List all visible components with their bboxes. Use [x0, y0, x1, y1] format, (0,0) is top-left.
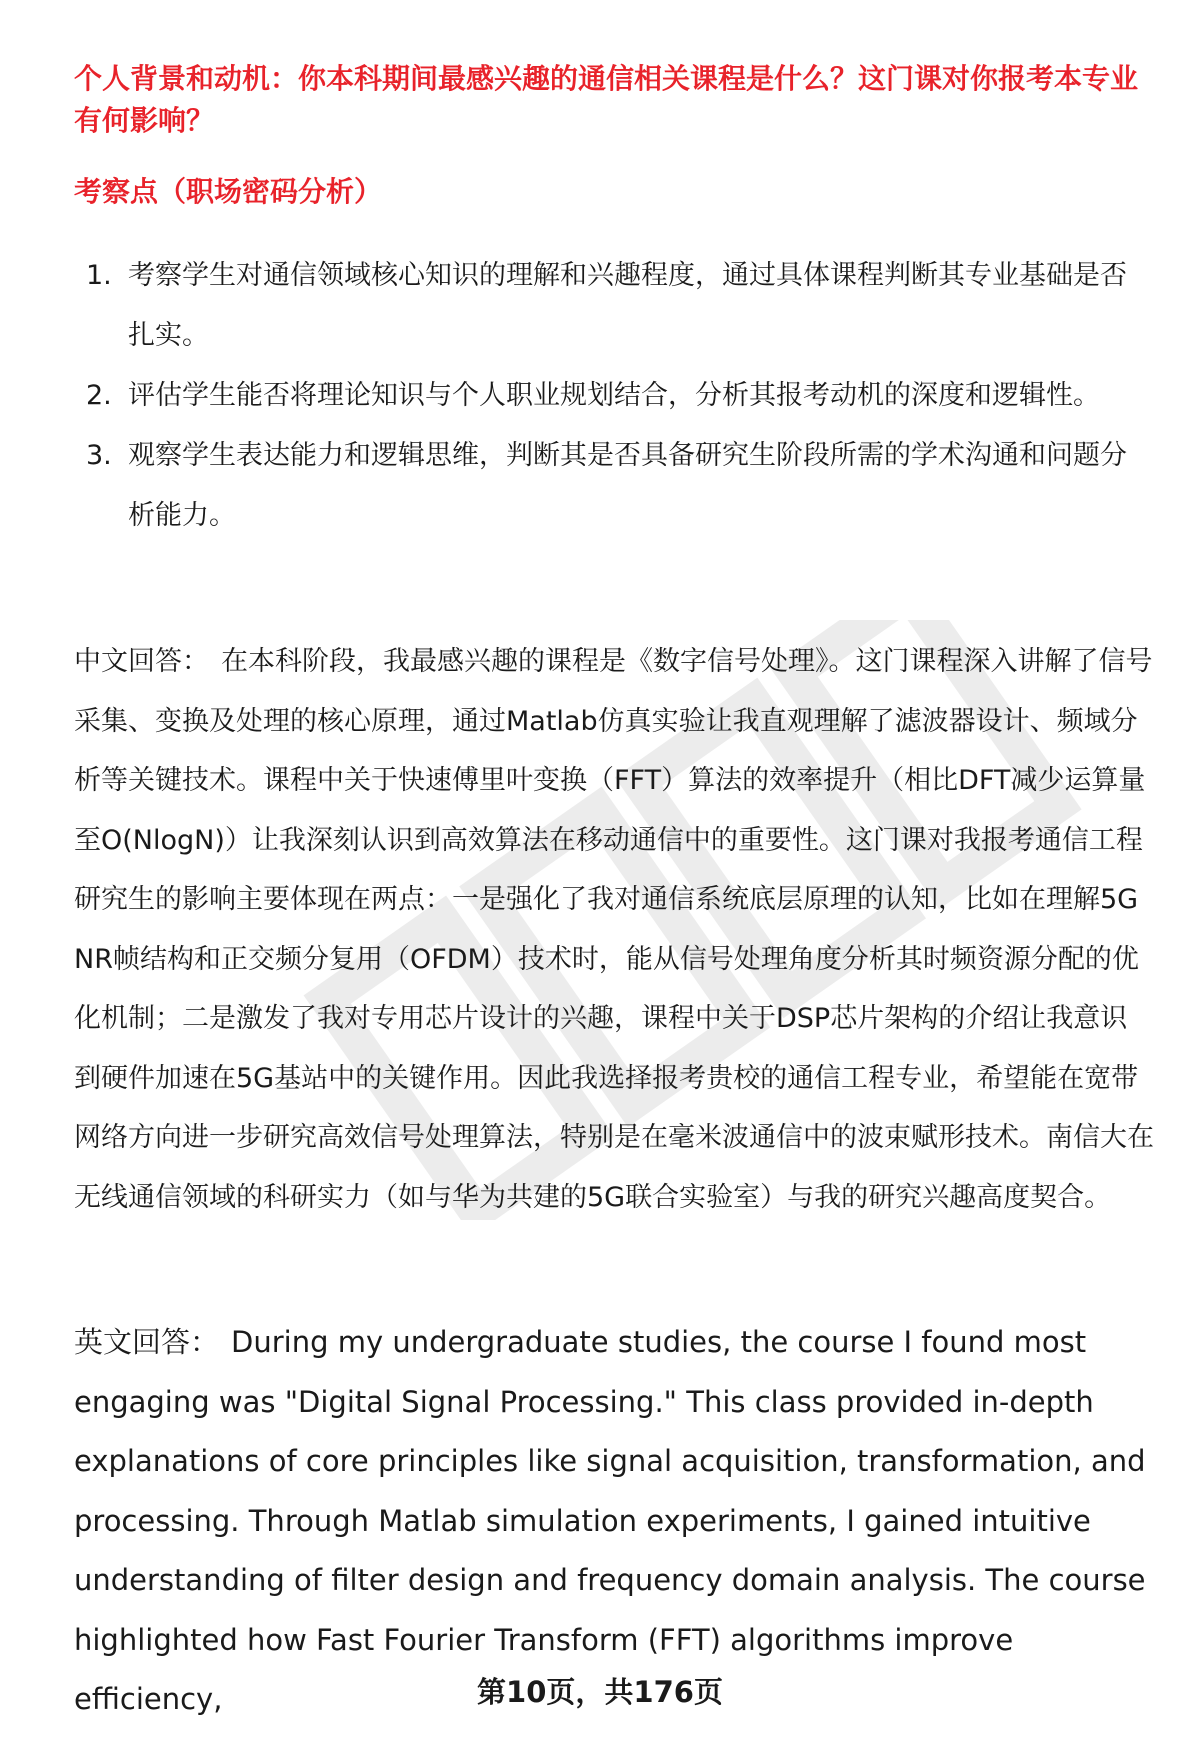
- chinese-answer-label: 中文回答：: [74, 646, 209, 677]
- section-title: 考察点（职场密码分析）: [74, 175, 383, 208]
- list-item-text: 观察学生表达能力和逻辑思维，判断其是否具备研究生阶段所需的学术沟通和问题分析能力。: [128, 440, 1127, 531]
- list-item: [74, 366, 1144, 426]
- page-number-footer: 第10页，共176页: [477, 1675, 723, 1709]
- assessment-points-list: [74, 246, 1144, 546]
- list-item: [74, 246, 1144, 366]
- list-item-text: 考察学生对通信领域核心知识的理解和兴趣程度，通过具体课程判断其专业基础是否扎实。: [128, 260, 1127, 351]
- list-number: 2.: [86, 380, 112, 411]
- list-number: 3.: [86, 440, 112, 471]
- list-item: [74, 426, 1144, 546]
- english-answer-text: During my undergraduate studies, the course I found most engaging was "Digital Signal Processing." This class provided in-depth explanations of core principles like signal acquisition, transformation, and processing. Through Matlab simulation experiments, I gained intuitive understanding of filter design and frequency domain analysis. The course highlighted how Fast Fourier Transform (FFT) algorithms improve efficiency,: [74, 1325, 1146, 1716]
- english-answer-label: 英文回答：: [74, 1325, 220, 1359]
- question-heading: 个人背景和动机：你本科期间最感兴趣的通信相关课程是什么？这门课对你报考本专业有何影响？: [74, 62, 1139, 137]
- chinese-answer-text: 在本科阶段，我最感兴趣的课程是《数字信号处理》。这门课程深入讲解了信号采集、变换及处理的核心原理，通过Matlab仿真实验让我直观理解了滤波器设计、频域分析等关键技术。课程中关于快速傅里叶变换（FFT）算法的效率提升（相比DFT减少运算量至O(NlogN)）让我深刻认识到高效算法在移动通信中的重要性。这门课对我报考通信工程研究生的影响主要体现在两点：一是强化了我对通信系统底层原理的认知，比如在理解5G NR帧结构和正交频分复用（OFDM）技术时，能从信号处理角度分析其时频资源分配的优化机制；二是激发了我对专用芯片设计的兴趣，课程中关于DSP芯片架构的介绍让我意识到硬件加速在5G基站中的关键作用。因此我选择报考贵校的通信工程专业，希望能在宽带网络方向进一步研究高效信号处理算法，特别是在毫米波通信中的波束赋形技术。南信大在无线通信领域的科研实力（如与华为共建的5G联合实验室）与我的研究兴趣高度契合。: [74, 646, 1154, 1213]
- chinese-answer: [74, 632, 1154, 1227]
- list-item-text: 评估学生能否将理论知识与个人职业规划结合，分析其报考动机的深度和逻辑性。: [128, 380, 1100, 411]
- english-answer: [74, 1313, 1154, 1730]
- list-number: 1.: [86, 260, 112, 291]
